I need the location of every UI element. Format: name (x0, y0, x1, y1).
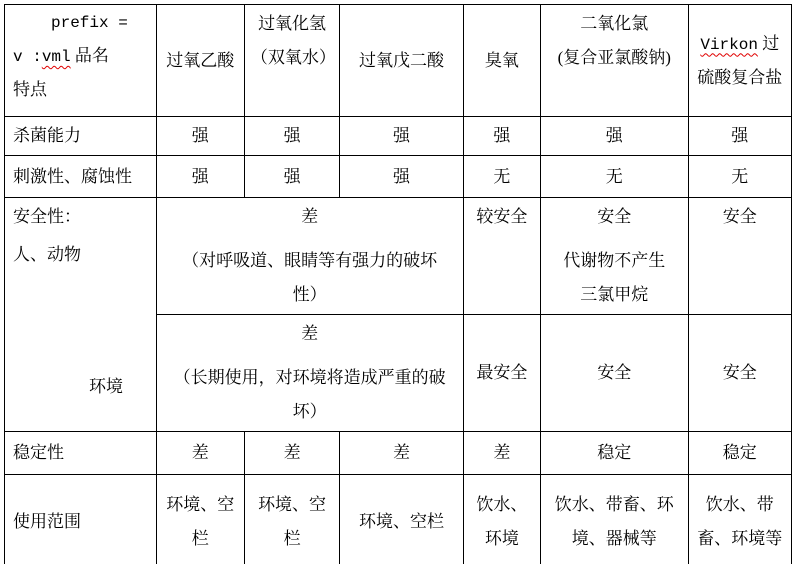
corner-vml-pre: v : (13, 48, 42, 66)
row-label-stability: 稳定性 (5, 432, 157, 475)
bactericidal-row (5, 117, 792, 156)
bactericidal-ozone: 强 (463, 117, 540, 156)
bactericidal-peracetic: 强 (156, 117, 244, 156)
stability-ozone: 差 (463, 432, 540, 475)
irritation-h2o2: 强 (244, 156, 339, 198)
chlorine-dioxide-alias: (复合亚氯酸钠) (557, 48, 671, 67)
usage-ozone: 饮水、环境 (463, 475, 540, 564)
corner-vml-misspelled-word: vml (41, 48, 71, 66)
row-label-irritation: 刺激性、腐蚀性 (5, 156, 157, 198)
safety-env-ozone: 最安全 (463, 315, 540, 432)
irritation-virkon: 无 (688, 156, 791, 198)
bactericidal-virkon: 强 (688, 117, 791, 156)
safety-human-clo2 (541, 198, 689, 315)
safety-human-clo2-note: 代谢物不产生三氯甲烷 (563, 251, 666, 304)
bactericidal-h2o2: 强 (244, 117, 339, 156)
usage-h2o2: 环境、空栏 (244, 475, 339, 564)
safety-human-virkon: 安全 (688, 198, 791, 315)
stability-peracetic: 差 (156, 432, 244, 475)
stability-row (5, 432, 792, 475)
corner-line-prefix: prefix = (51, 14, 128, 32)
stability-h2o2: 差 (244, 432, 339, 475)
safety-human-clo2-grade: 安全 (597, 207, 632, 226)
row-label-usage: 使用范围 (5, 475, 157, 564)
product-header-chlorine-dioxide (541, 5, 689, 117)
corner-line-vml (13, 39, 150, 73)
row-label-bactericidal: 杀菌能力 (5, 117, 157, 156)
usage-virkon: 饮水、带畜、环境等 (688, 475, 791, 564)
chlorine-dioxide-name: 二氧化氯 (580, 14, 649, 33)
usage-clo2: 饮水、带畜、环境、器械等 (541, 475, 689, 564)
usage-peroxyglutaric: 环境、空栏 (340, 475, 463, 564)
irritation-ozone: 无 (463, 156, 540, 198)
safety-env-merged-note: （长期使用，对环境将造成严重的破坏） (173, 368, 446, 421)
irritation-peracetic: 强 (156, 156, 244, 198)
stability-peroxyglutaric: 差 (340, 432, 463, 475)
virkon-misspelled-word: Virkon (700, 35, 758, 54)
safety-env-label: 环境 (89, 377, 123, 396)
bactericidal-clo2: 强 (541, 117, 689, 156)
corner-header-cell (5, 5, 157, 117)
irritation-clo2: 无 (541, 156, 689, 198)
row-label-safety (5, 198, 157, 432)
hydrogen-peroxide-alias: （双氧水） (250, 48, 336, 67)
safety-human-label: 人、动物 (13, 245, 81, 264)
safety-human-ozone: 较安全 (463, 198, 540, 315)
hydrogen-peroxide-name: 过氧化氢 (258, 14, 327, 33)
virkon-rest: 过硫酸复合盐 (697, 33, 783, 87)
product-header-virkon (688, 5, 791, 117)
usage-row (5, 475, 792, 564)
irritation-peroxyglutaric: 强 (340, 156, 463, 198)
product-header-peracetic-acid: 过氧乙酸 (156, 5, 244, 117)
header-row (5, 5, 792, 117)
corner-line-feature: 特点 (13, 80, 47, 99)
bactericidal-peroxyglutaric: 强 (340, 117, 463, 156)
safety-human-merged-note: （对呼吸道、眼睛等有强力的破坏性） (182, 251, 438, 304)
safety-env-clo2: 安全 (541, 315, 689, 432)
safety-human-row (5, 198, 792, 315)
product-header-hydrogen-peroxide (244, 5, 339, 117)
usage-peracetic: 环境、空栏 (156, 475, 244, 564)
irritation-row (5, 156, 792, 198)
product-header-peroxyglutaric-acid: 过氧戊二酸 (340, 5, 463, 117)
safety-env-merged-peroxides (156, 315, 463, 432)
safety-title: 安全性： (13, 207, 81, 226)
disinfectant-comparison-table (4, 4, 792, 564)
safety-env-merged-grade: 差 (301, 324, 319, 343)
product-header-ozone: 臭氧 (463, 5, 540, 117)
corner-vml-post: 品名 (70, 46, 109, 65)
safety-human-merged-grade: 差 (301, 207, 319, 226)
stability-clo2: 稳定 (541, 432, 689, 475)
stability-virkon: 稳定 (688, 432, 791, 475)
safety-human-merged-peroxides (156, 198, 463, 315)
safety-env-virkon: 安全 (688, 315, 791, 432)
